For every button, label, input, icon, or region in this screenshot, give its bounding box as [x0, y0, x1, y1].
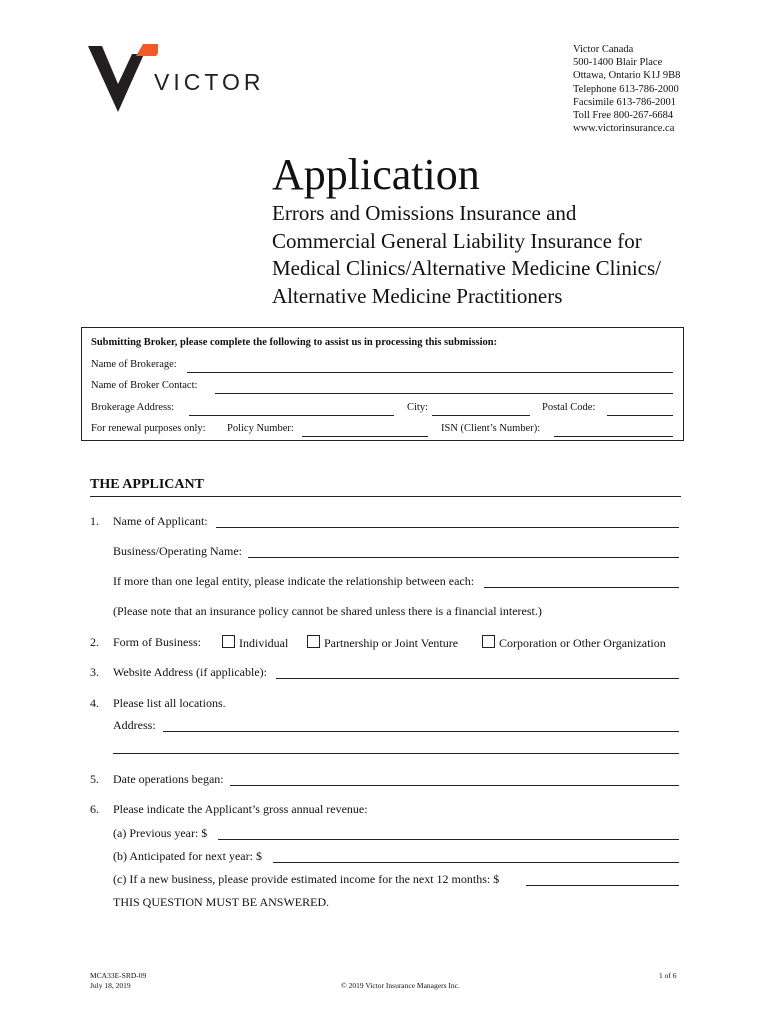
- location-address-label: Address:: [113, 718, 156, 732]
- business-name-field[interactable]: [248, 556, 679, 558]
- address-line: Victor Canada: [573, 44, 634, 55]
- previous-year-field[interactable]: [218, 838, 679, 840]
- brokerage-address-label: Brokerage Address:: [91, 402, 175, 413]
- partnership-checkbox[interactable]: [307, 635, 320, 648]
- form-of-business-label: Form of Business:: [113, 635, 202, 649]
- logo-wordmark: VICTOR: [154, 69, 265, 95]
- victor-logo-mark-icon: [88, 44, 158, 116]
- broker-info-box: [81, 327, 684, 441]
- question-number: 6.: [90, 802, 99, 816]
- partnership-option[interactable]: [307, 635, 458, 651]
- victor-logo: [88, 44, 278, 116]
- city-field[interactable]: [432, 414, 530, 416]
- legal-entity-label: If more than one legal entity, please indicate the relationship between each:: [113, 574, 475, 588]
- partnership-option-label: Partnership or Joint Venture: [324, 636, 459, 650]
- policy-note: (Please note that an insurance policy cannot be shared unless there is a financial interest.): [113, 604, 542, 618]
- policy-number-label: Policy Number:: [227, 423, 294, 434]
- address-line: Toll Free 800-267-6684: [573, 110, 674, 122]
- question-number: 3.: [90, 665, 99, 679]
- brokerage-address-field[interactable]: [189, 414, 394, 416]
- brokerage-name-label: Name of Brokerage:: [91, 359, 177, 370]
- address-line: Ottawa, Ontario K1J 9B8: [573, 70, 681, 82]
- broker-contact-row: [91, 380, 673, 394]
- subtitle-line: Alternative Medicine Practitioners: [272, 283, 563, 308]
- corporation-checkbox[interactable]: [482, 635, 495, 648]
- subtitle-line: Errors and Omissions Insurance and: [272, 201, 577, 225]
- individual-option-label: Individual: [239, 636, 289, 650]
- corporation-option-label: Corporation or Other Organization: [499, 636, 666, 650]
- website-link[interactable]: www.victorinsurance.ca: [573, 123, 675, 135]
- page-title: Application: [272, 150, 480, 199]
- city-label: City:: [407, 402, 429, 413]
- location-address-field-2[interactable]: [113, 752, 679, 754]
- new-business-label: (c) If a new business, please provide estimated income for the next 12 months: $: [113, 872, 500, 886]
- policy-number-field[interactable]: [302, 435, 428, 437]
- next-year-label: (b) Anticipated for next year: $: [113, 849, 262, 863]
- individual-checkbox[interactable]: [222, 635, 235, 648]
- renewal-label: For renewal purposes only:: [91, 423, 206, 434]
- section-title: THE APPLICANT: [90, 477, 681, 497]
- locations-label: Please list all locations.: [113, 696, 226, 710]
- corporation-option[interactable]: [482, 635, 666, 651]
- question-number: 2.: [90, 635, 99, 649]
- brokerage-address-row: [91, 402, 673, 416]
- broker-contact-field[interactable]: [215, 392, 673, 394]
- question-number: 4.: [90, 696, 99, 710]
- revenue-label: Please indicate the Applicant’s gross annual revenue:: [113, 802, 368, 816]
- form-code: MCA33E-SRD-09: [90, 971, 147, 980]
- subtitle-line: Commercial General Liability Insurance for: [272, 228, 642, 253]
- applicant-name-label: Name of Applicant:: [113, 514, 208, 528]
- address-line: Telephone 613-786-2000: [573, 83, 679, 95]
- broker-contact-label: Name of Broker Contact:: [91, 380, 198, 391]
- broker-heading: Submitting Broker, please complete the following to assist us in processing this submission:: [91, 337, 498, 348]
- new-business-field[interactable]: [526, 884, 679, 886]
- must-answer-note: THIS QUESTION MUST BE ANSWERED.: [113, 895, 330, 909]
- page-number: 1 of 6: [659, 971, 677, 980]
- next-year-field[interactable]: [273, 861, 679, 863]
- date-operations-field[interactable]: [230, 784, 679, 786]
- copyright: © 2019 Victor Insurance Managers Inc.: [341, 981, 460, 990]
- company-address: [573, 43, 680, 135]
- isn-field[interactable]: [554, 435, 673, 437]
- address-line: 500-1400 Blair Place: [573, 57, 663, 69]
- address-line: Facsimile 613-786-2001: [573, 96, 676, 108]
- previous-year-label: (a) Previous year: $: [113, 826, 208, 840]
- footer-left: [90, 971, 146, 991]
- brokerage-name-field[interactable]: [187, 371, 673, 373]
- question-number: 1.: [90, 514, 99, 528]
- business-name-label: Business/Operating Name:: [113, 544, 242, 558]
- website-address-label: Website Address (if applicable):: [113, 665, 267, 679]
- renewal-row: [91, 423, 673, 437]
- question-number: 5.: [90, 772, 99, 786]
- brokerage-name-row: [91, 359, 673, 373]
- legal-entity-field[interactable]: [484, 586, 679, 588]
- date-operations-label: Date operations began:: [113, 772, 224, 786]
- website-address-field[interactable]: [276, 677, 679, 679]
- applicant-name-field[interactable]: [216, 526, 679, 528]
- postal-code-label: Postal Code:: [542, 402, 596, 413]
- subtitle-line: Medical Clinics/Alternative Medicine Clinics/: [272, 256, 661, 280]
- isn-label: ISN (Client’s Number):: [441, 423, 541, 434]
- location-address-field[interactable]: [163, 730, 679, 732]
- individual-option[interactable]: [222, 635, 288, 651]
- form-date: July 18, 2019: [90, 981, 131, 990]
- page-subtitle: [272, 200, 702, 310]
- postal-code-field[interactable]: [607, 414, 673, 416]
